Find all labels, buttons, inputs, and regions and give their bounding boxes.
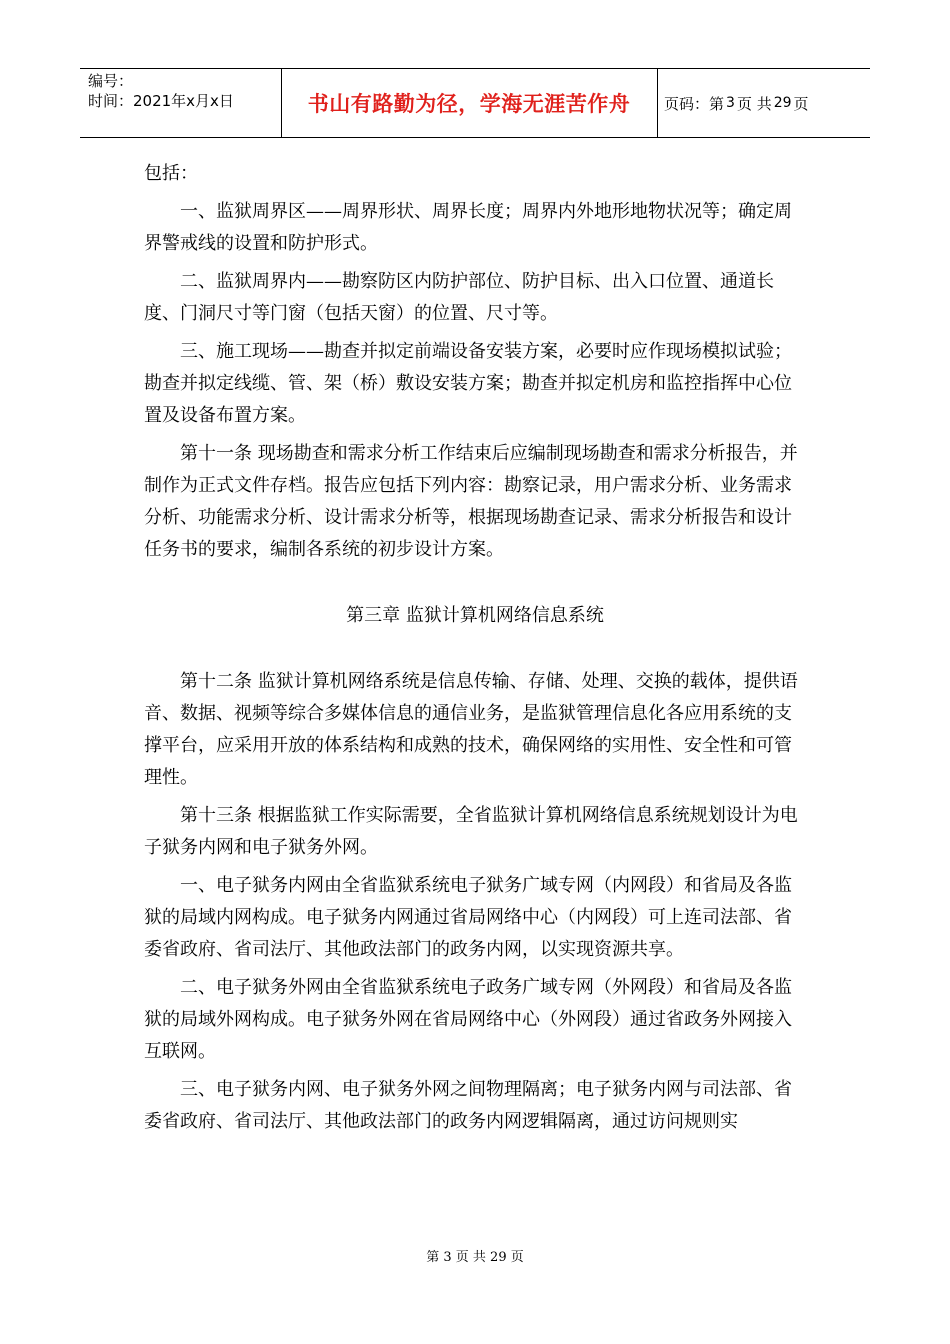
paragraph: 一、监狱周界区——周界形状、周界长度；周界内外地形地物状况等；确定周界警戒线的设置和防护形式。	[144, 201, 792, 254]
paragraph: 一、电子狱务内网由全省监狱系统电子狱务广域专网（内网段）和省局及各监狱的局域内网构成。电子狱务内网通过省局网络中心（内网段）可上连司法部、省委省政府、省司法厅、其他政法部门的政务内网，以实现资源共享。	[144, 875, 792, 960]
page-current: 3	[726, 95, 735, 111]
page-prefix: 页码：第	[664, 94, 725, 113]
paragraph: 包括：	[144, 163, 198, 184]
header-page-info	[664, 69, 809, 137]
paragraph: 三、施工现场——勘查并拟定前端设备安装方案，必要时应作现场模拟试验；勘查并拟定线缆、管、架（桥）敷设安装方案；勘查并拟定机房和监控指挥中心位置及设备布置方案。	[144, 341, 792, 426]
header-divider	[657, 69, 658, 137]
header-meta	[88, 71, 234, 111]
page-suffix: 页	[793, 94, 809, 113]
document-body	[144, 158, 806, 1138]
page-header	[80, 68, 870, 138]
number-label: 编号：	[88, 72, 134, 90]
paragraph: 第十二条 监狱计算机网络系统是信息传输、存储、处理、交换的载体，提供语音、数据、视频等综合多媒体信息的通信业务，是监狱管理信息化各应用系统的支撑平台，应采用开放的体系结构和成熟的技术，确保网络的实用性、安全性和可管理性。	[144, 671, 798, 788]
page-middle: 页 共	[736, 94, 772, 113]
chapter-title: 第三章 监狱计算机网络信息系统	[346, 605, 604, 626]
page-total: 29	[773, 95, 792, 111]
header-motto: 书山有路勤为径，学海无涯苦作舟	[307, 92, 631, 116]
paragraph: 第十三条 根据监狱工作实际需要，全省监狱计算机网络信息系统规划设计为电子狱务内网和电子狱务外网。	[144, 805, 798, 858]
paragraph: 二、电子狱务外网由全省监狱系统电子政务广域专网（外网段）和省局及各监狱的局域外网构成。电子狱务外网在省局网络中心（外网段）通过省政务外网接入互联网。	[144, 977, 792, 1062]
paragraph: 三、电子狱务内网、电子狱务外网之间物理隔离；电子狱务内网与司法部、省委省政府、省司法厅、其他政法部门的政务内网逻辑隔离，通过访问规则实	[144, 1079, 792, 1132]
page-footer: 第 3 页 共 29 页	[426, 1250, 524, 1265]
time-label: 时间：2021年x月x日	[88, 92, 234, 110]
paragraph: 二、监狱周界内——勘察防区内防护部位、防护目标、出入口位置、通道长度、门洞尺寸等门窗（包括天窗）的位置、尺寸等。	[144, 271, 774, 324]
paragraph: 第十一条 现场勘查和需求分析工作结束后应编制现场勘查和需求分析报告，并制作为正式文件存档。报告应包括下列内容：勘察记录，用户需求分析、业务需求分析、功能需求分析、设计需求分析等，根据现场勘查记录、需求分析报告和设计任务书的要求，编制各系统的初步设计方案。	[144, 443, 798, 560]
